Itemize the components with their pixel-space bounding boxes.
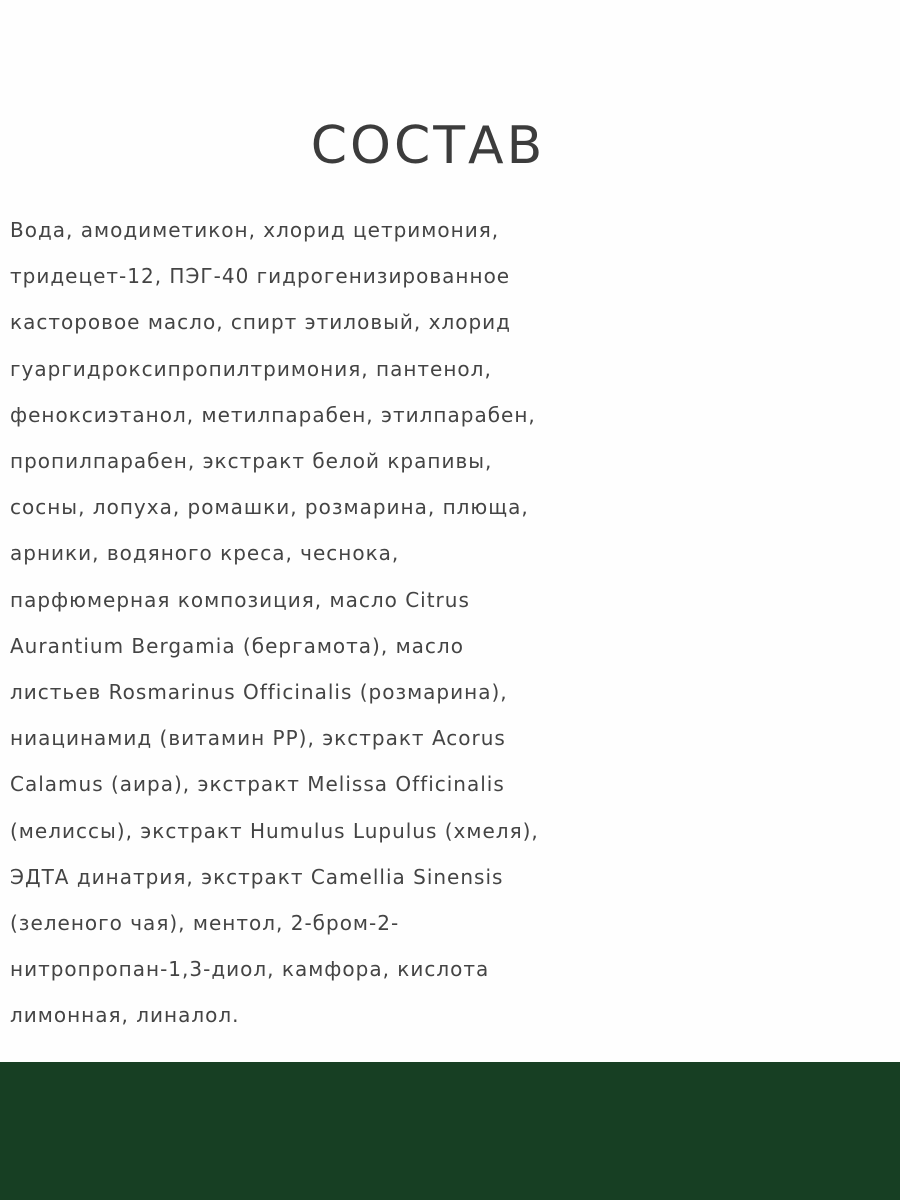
- ingredients-line: сосны, лопуха, ромашки, розмарина, плюща,: [10, 495, 529, 520]
- ingredients-line: парфюмерная композиция, масло Citrus: [10, 587, 470, 612]
- ingredients-line: гуаргидроксипропилтримония, пантенол,: [10, 356, 492, 381]
- ingredients-line: Calamus (аира), экстракт Melissa Officinalis: [10, 772, 505, 797]
- ingredients-line: тридецет-12, ПЭГ-40 гидрогенизированное: [10, 264, 511, 289]
- ingredients-line: касторовое масло, спирт этиловый, хлорид: [10, 310, 511, 335]
- ingredients-line: (мелиссы), экстракт Humulus Lupulus (хмеля),: [10, 818, 539, 843]
- ingredients-line: Aurantium Bergamia (бергамота), масло: [10, 633, 464, 658]
- page-title: СОСТАВ: [310, 116, 546, 176]
- ingredients-line: ниацинамид (витамин РР), экстракт Acorus: [10, 726, 506, 751]
- ingredients-line: пропилпарабен, экстракт белой крапивы,: [10, 449, 493, 474]
- ingredients-line: Вода, амодиметикон, хлорид цетримония,: [10, 218, 500, 242]
- ingredients-line: листьев Rosmarinus Officinalis (розмарина),: [10, 680, 508, 705]
- footer-band: [0, 1062, 900, 1200]
- ingredients-line: арники, водяного креса, чеснока,: [10, 541, 400, 566]
- ingredients-line: ЭДТА динатрия, экстракт Camellia Sinensis: [10, 864, 504, 889]
- ingredients-line: нитропропан-1,3-диол, камфора, кислота: [10, 957, 490, 982]
- ingredients-text: [10, 207, 898, 1039]
- ingredients-line: (зеленого чая), ментол, 2-бром-2-: [10, 911, 400, 936]
- ingredients-line: лимонная, линалол.: [10, 1003, 240, 1028]
- ingredients-line: феноксиэтанол, метилпарабен, этилпарабен,: [10, 402, 536, 427]
